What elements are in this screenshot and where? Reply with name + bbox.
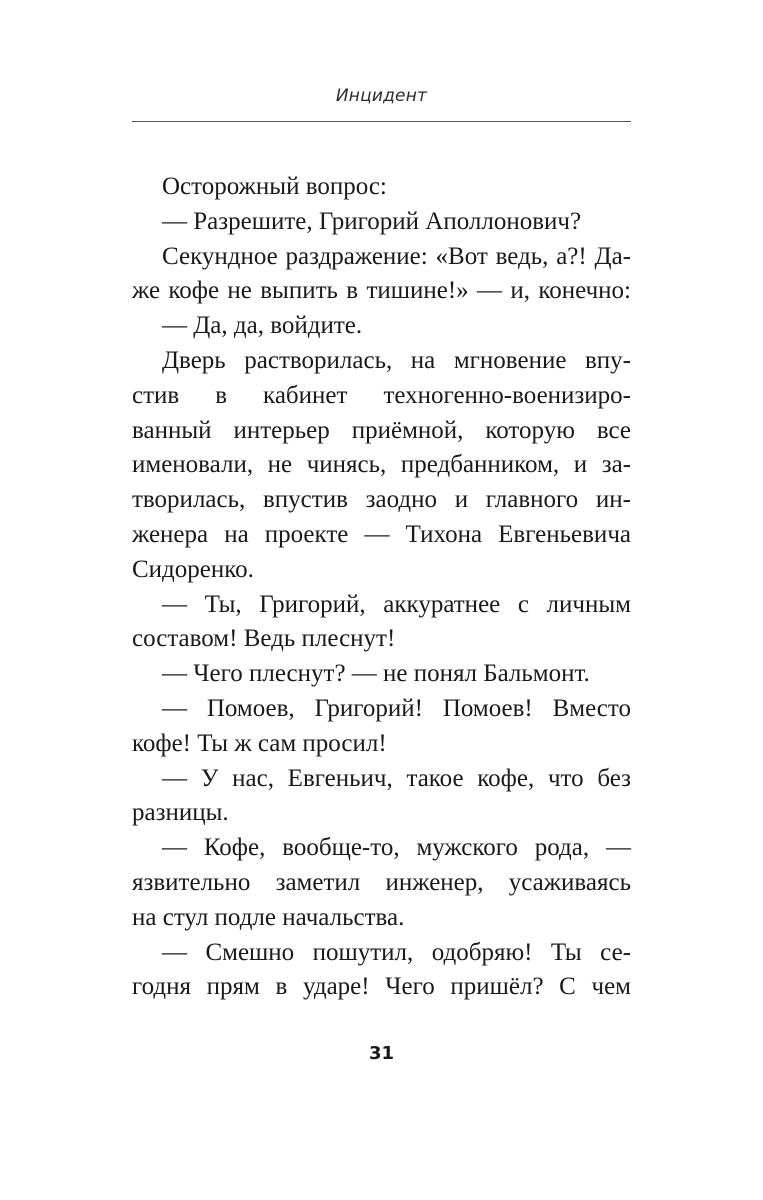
text-line: — Чего плеснут? — не понял Бальмонт.	[162, 660, 590, 688]
text-line: Сидоренко.	[132, 555, 254, 583]
text-line: — Да, да, войдите.	[162, 312, 363, 340]
text-line: же кофе не выпить в тишине!» — и, конечно:	[132, 277, 631, 305]
text-line: годня прям в ударе! Чего пришёл? С чем	[132, 973, 631, 1001]
text-line: на стул подле начальства.	[132, 903, 405, 931]
text-line: женера на проекте — Тихона Евгеньевича	[132, 520, 631, 548]
text-line: — Помоев, Григорий! Помоев! Вместо	[162, 694, 631, 722]
text-line: Дверь растворилась, на мгновение впу-	[162, 346, 631, 374]
text-line: разницы.	[132, 799, 229, 827]
text-line: — Смешно пошутил, одобряю! Ты се-	[162, 938, 631, 966]
page-number: 31	[368, 1043, 395, 1064]
text-line: язвительно заметил инженер, усаживаясь	[132, 868, 631, 896]
body-text	[132, 170, 631, 1005]
text-line: именовали, не чинясь, предбанником, и за-	[132, 451, 631, 479]
text-line: — Разрешите, Григорий Аполлонович?	[162, 207, 582, 235]
text-line: Осторожный вопрос:	[162, 173, 387, 200]
text-line: стив в кабинет техногенно-военизиро-	[132, 381, 631, 409]
header-rule	[132, 121, 631, 122]
text-line: ванный интерьер приёмной, которую все	[132, 416, 631, 444]
text-line: кофе! Ты ж сам просил!	[132, 729, 387, 757]
text-line: — Кофе, вообще-то, мужского рода, —	[162, 834, 631, 862]
text-line: — Ты, Григорий, аккуратнее с личным	[162, 590, 631, 618]
text-line: — У нас, Евгеньич, такое кофе, что без	[162, 764, 631, 792]
text-line: составом! Ведь плеснут!	[132, 625, 396, 653]
text-line: творилась, впустив заодно и главного ин-	[132, 486, 631, 514]
text-line: Секундное раздражение: «Вот ведь, а?! Да-	[162, 242, 631, 270]
running-head: Инцидент	[335, 86, 428, 106]
